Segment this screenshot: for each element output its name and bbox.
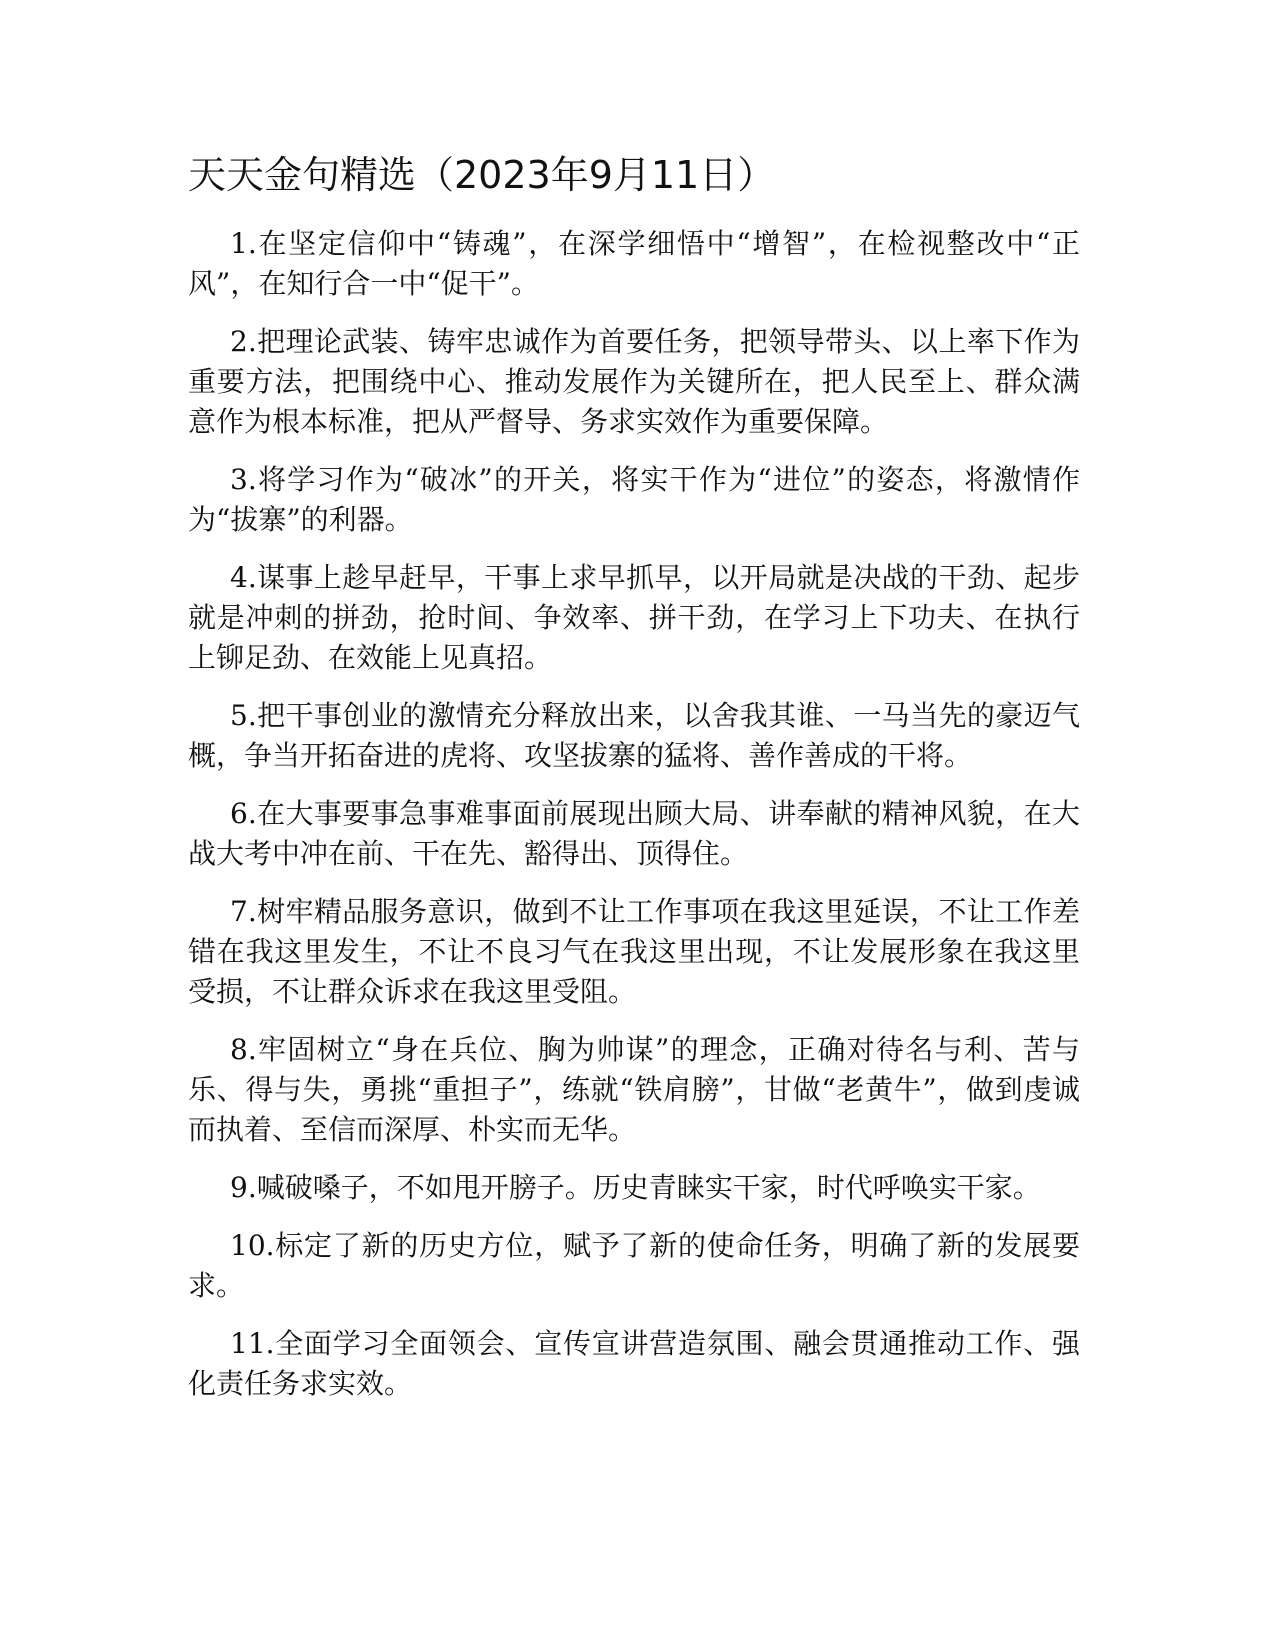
- quote-item: 10.标定了新的历史方位，赋予了新的使命任务，明确了新的发展要求。: [188, 1229, 1080, 1302]
- quote-item: 11.全面学习全面领会、宣传宣讲营造氛围、融会贯通推动工作、强化责任务求实效。: [188, 1327, 1080, 1400]
- quote-item: 7.树牢精品服务意识，做到不让工作事项在我这里延误，不让工作差错在我这里发生，不让不良习气在我这里出现，不让发展形象在我这里受损，不让群众诉求在我这里受阻。: [188, 895, 1080, 1008]
- quote-item: 5.把干事创业的激情充分释放出来，以舍我其谁、一马当先的豪迈气概，争当开拓奋进的虎将、攻坚拔寨的猛将、善作善成的干将。: [188, 699, 1080, 772]
- quote-item: 9.喊破嗓子，不如甩开膀子。历史青睐实干家，时代呼唤实干家。: [230, 1171, 1041, 1204]
- quote-item: 8.牢固树立“身在兵位、胸为帅谋”的理念，正确对待名与利、苦与乐、得与失，勇挑“重担子”，练就“铁肩膀”，甘做“老黄牛”，做到虔诚而执着、至信而深厚、朴实而无华。: [188, 1033, 1080, 1146]
- quote-item: 2.把理论武装、铸牢忠诚作为首要任务，把领导带头、以上率下作为重要方法，把围绕中心、推动发展作为关键所在，把人民至上、群众满意作为根本标准，把从严督导、务求实效作为重要保障。: [188, 325, 1080, 438]
- quote-item: 6.在大事要事急事难事面前展现出顾大局、讲奉献的精神风貌，在大战大考中冲在前、干在先、豁得出、顶得住。: [188, 797, 1080, 870]
- quote-item: 4.谋事上趁早赶早，干事上求早抓早，以开局就是决战的干劲、起步就是冲刺的拼劲，抢时间、争效率、拼干劲，在学习上下功夫、在执行上铆足劲、在效能上见真招。: [188, 561, 1080, 674]
- quote-item: 3.将学习作为“破冰”的开关，将实干作为“进位”的姿态，将激情作为“拔寨”的利器。: [188, 463, 1080, 536]
- quote-item: 1.在坚定信仰中“铸魂”，在深学细悟中“增智”，在检视整改中“正风”，在知行合一中“促干”。: [188, 227, 1080, 300]
- quote-list: [188, 224, 1080, 1422]
- page-title: 天天金句精选（2023年9月11日）: [188, 153, 776, 197]
